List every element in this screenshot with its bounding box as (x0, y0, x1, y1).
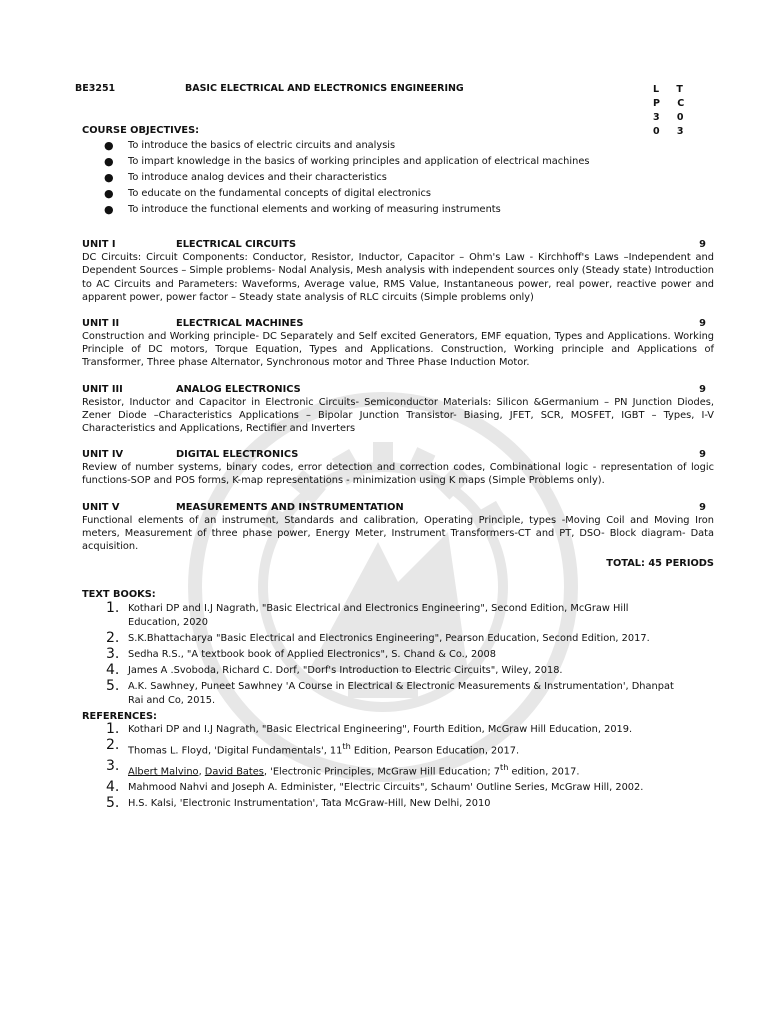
unit-heading: UNIT I ELECTRICAL CIRCUITS 9 (82, 239, 706, 251)
unit-description: Resistor, Inductor and Capacitor in Electronic Circuits- Semiconductor Materials: Silicon &Germanium – PN Junction Diodes, Zener Diode –Characteristics Applications – Bipolar Junction Transistor- Biasing, JFET, SCR, MOSFET, IGBT – Types, I-V Characteristics and Applications, Rectifier and Inverters (82, 396, 714, 435)
textbooks-list (82, 599, 714, 708)
unit-section (82, 383, 714, 436)
reference-item: 2. Thomas L. Floyd, 'Digital Fundamentals', 11th Edition, Pearson Education, 2017. (106, 736, 520, 757)
unit-section (82, 238, 714, 304)
unit-heading: UNIT II ELECTRICAL MACHINES 9 (82, 318, 706, 330)
textbook-item: 4. James A .Svoboda, Richard C. Dorf, "Dorf's Introduction to Electric Circuits", Wiley, 2018. (106, 661, 563, 678)
objective-item: ● To educate on the fundamental concepts of digital electronics (104, 187, 431, 201)
unit-description: Review of number systems, binary codes, error detection and correction codes, Combinational logic - representation of logic functions-SOP and POS forms, K-map representations - minimization using K maps (Simple Problems only). (82, 462, 714, 487)
textbook-item: 2. S.K.Bhattacharya "Basic Electrical and Electronics Engineering", Pearson Education, Second Edition, 2017. (106, 629, 650, 646)
objective-item: ● To impart knowledge in the basics of working principles and application of electrical machines (104, 155, 590, 169)
objective-item: ● To introduce analog devices and their characteristics (104, 171, 387, 185)
reference-item: 4. Mahmood Nahvi and Joseph A. Edminister, "Electric Circuits", Schaum' Outline Series, McGraw Hill, 2002. (106, 779, 644, 796)
bullet-icon: ● (104, 139, 114, 153)
unit-section (82, 317, 714, 370)
bullet-icon: ● (104, 155, 114, 169)
bullet-icon: ● (104, 187, 114, 201)
course-title: BASIC ELECTRICAL AND ELECTRONICS ENGINEERING (185, 83, 464, 94)
objective-item: ● To introduce the basics of electric circuits and analysis (104, 139, 396, 153)
unit-heading: UNIT III ANALOG ELECTRONICS 9 (82, 383, 706, 395)
references-list (82, 720, 714, 812)
references-heading: REFERENCES: (82, 710, 157, 722)
unit-description: DC Circuits: Circuit Components: Conductor, Resistor, Inductor, Capacitor – Ohm's Law - Kirchhoff's Laws –Independent and Dependent Sources – Simple problems- Nodal Analysis, Mesh analysis with independent sources only (Steady state) Introduction to AC Circuits and Parameters: Waveforms, Average value, RMS Value, Instantaneous power, real power, reactive power and apparent power, power factor – Steady state analysis of RLC circuits (Simple problems only) (82, 252, 714, 303)
syllabus-content (82, 124, 714, 813)
textbooks-heading: TEXT BOOKS: (82, 589, 156, 601)
objectives-list (82, 138, 714, 218)
objectives-heading: COURSE OBJECTIVES: (82, 125, 200, 136)
textbook-item: 1. Kothari DP and I.J Nagrath, "Basic Electrical and Electronics Engineering", Second Edition, McGraw Hill Education, 2020 (106, 599, 629, 628)
unit-section (82, 501, 714, 554)
ltpc-values: 3 0 0 3 (653, 112, 691, 137)
reference-item: 5. H.S. Kalsi, 'Electronic Instrumentation', Tata McGraw-Hill, New Delhi, 2010 (106, 795, 491, 812)
unit-description: Construction and Working principle- DC Separately and Self excited Generators, EMF equation, Types and Applications. Working Principle of DC motors, Torque Equation, Types and Applications. Construction, Working principle and Applications of Transformer, Three phase Alternator, Synchronous motor and Three Phase Induction Motor. (82, 331, 714, 369)
course-code: BE3251 (75, 83, 116, 94)
bullet-icon: ● (104, 203, 114, 217)
unit-section (82, 448, 714, 487)
author-link[interactable]: Albert Malvino (128, 766, 199, 778)
textbook-item: 5. A.K. Sawhney, Puneet Sawhney 'A Course in Electrical & Electronic Measurements & Instrumentation', Dhanpat Rai and Co, 2015. (106, 677, 674, 706)
unit-heading: UNIT IV DIGITAL ELECTRONICS 9 (82, 449, 706, 461)
ltpc-labels: L T P C (653, 84, 692, 109)
bullet-icon: ● (104, 171, 114, 185)
reference-item: 1. Kothari DP and I.J Nagrath, "Basic Electrical Engineering", Fourth Edition, McGraw Hill Education, 2019. (106, 720, 633, 737)
textbook-item: 3. Sedha R.S., "A textbook book of Applied Electronics", S. Chand & Co., 2008 (106, 645, 496, 662)
objective-item: ● To introduce the functional elements and working of measuring instruments (104, 203, 501, 217)
unit-description: Functional elements of an instrument, Standards and calibration, Operating Principle, types -Moving Coil and Moving Iron meters, Measurement of three phase power, Energy Meter, Instrument Transformers-CT and PT, DSO- Block diagram- Data acquisition. (82, 514, 714, 553)
reference-item: 3. Albert Malvino, David Bates, 'Electronic Principles, McGraw Hill Education; 7th edition, 2017. (106, 758, 580, 778)
unit-heading: UNIT V MEASUREMENTS AND INSTRUMENTATION 9 (82, 501, 706, 513)
author-link[interactable]: David Bates (204, 766, 264, 778)
total-periods: TOTAL: 45 PERIODS (606, 558, 714, 570)
